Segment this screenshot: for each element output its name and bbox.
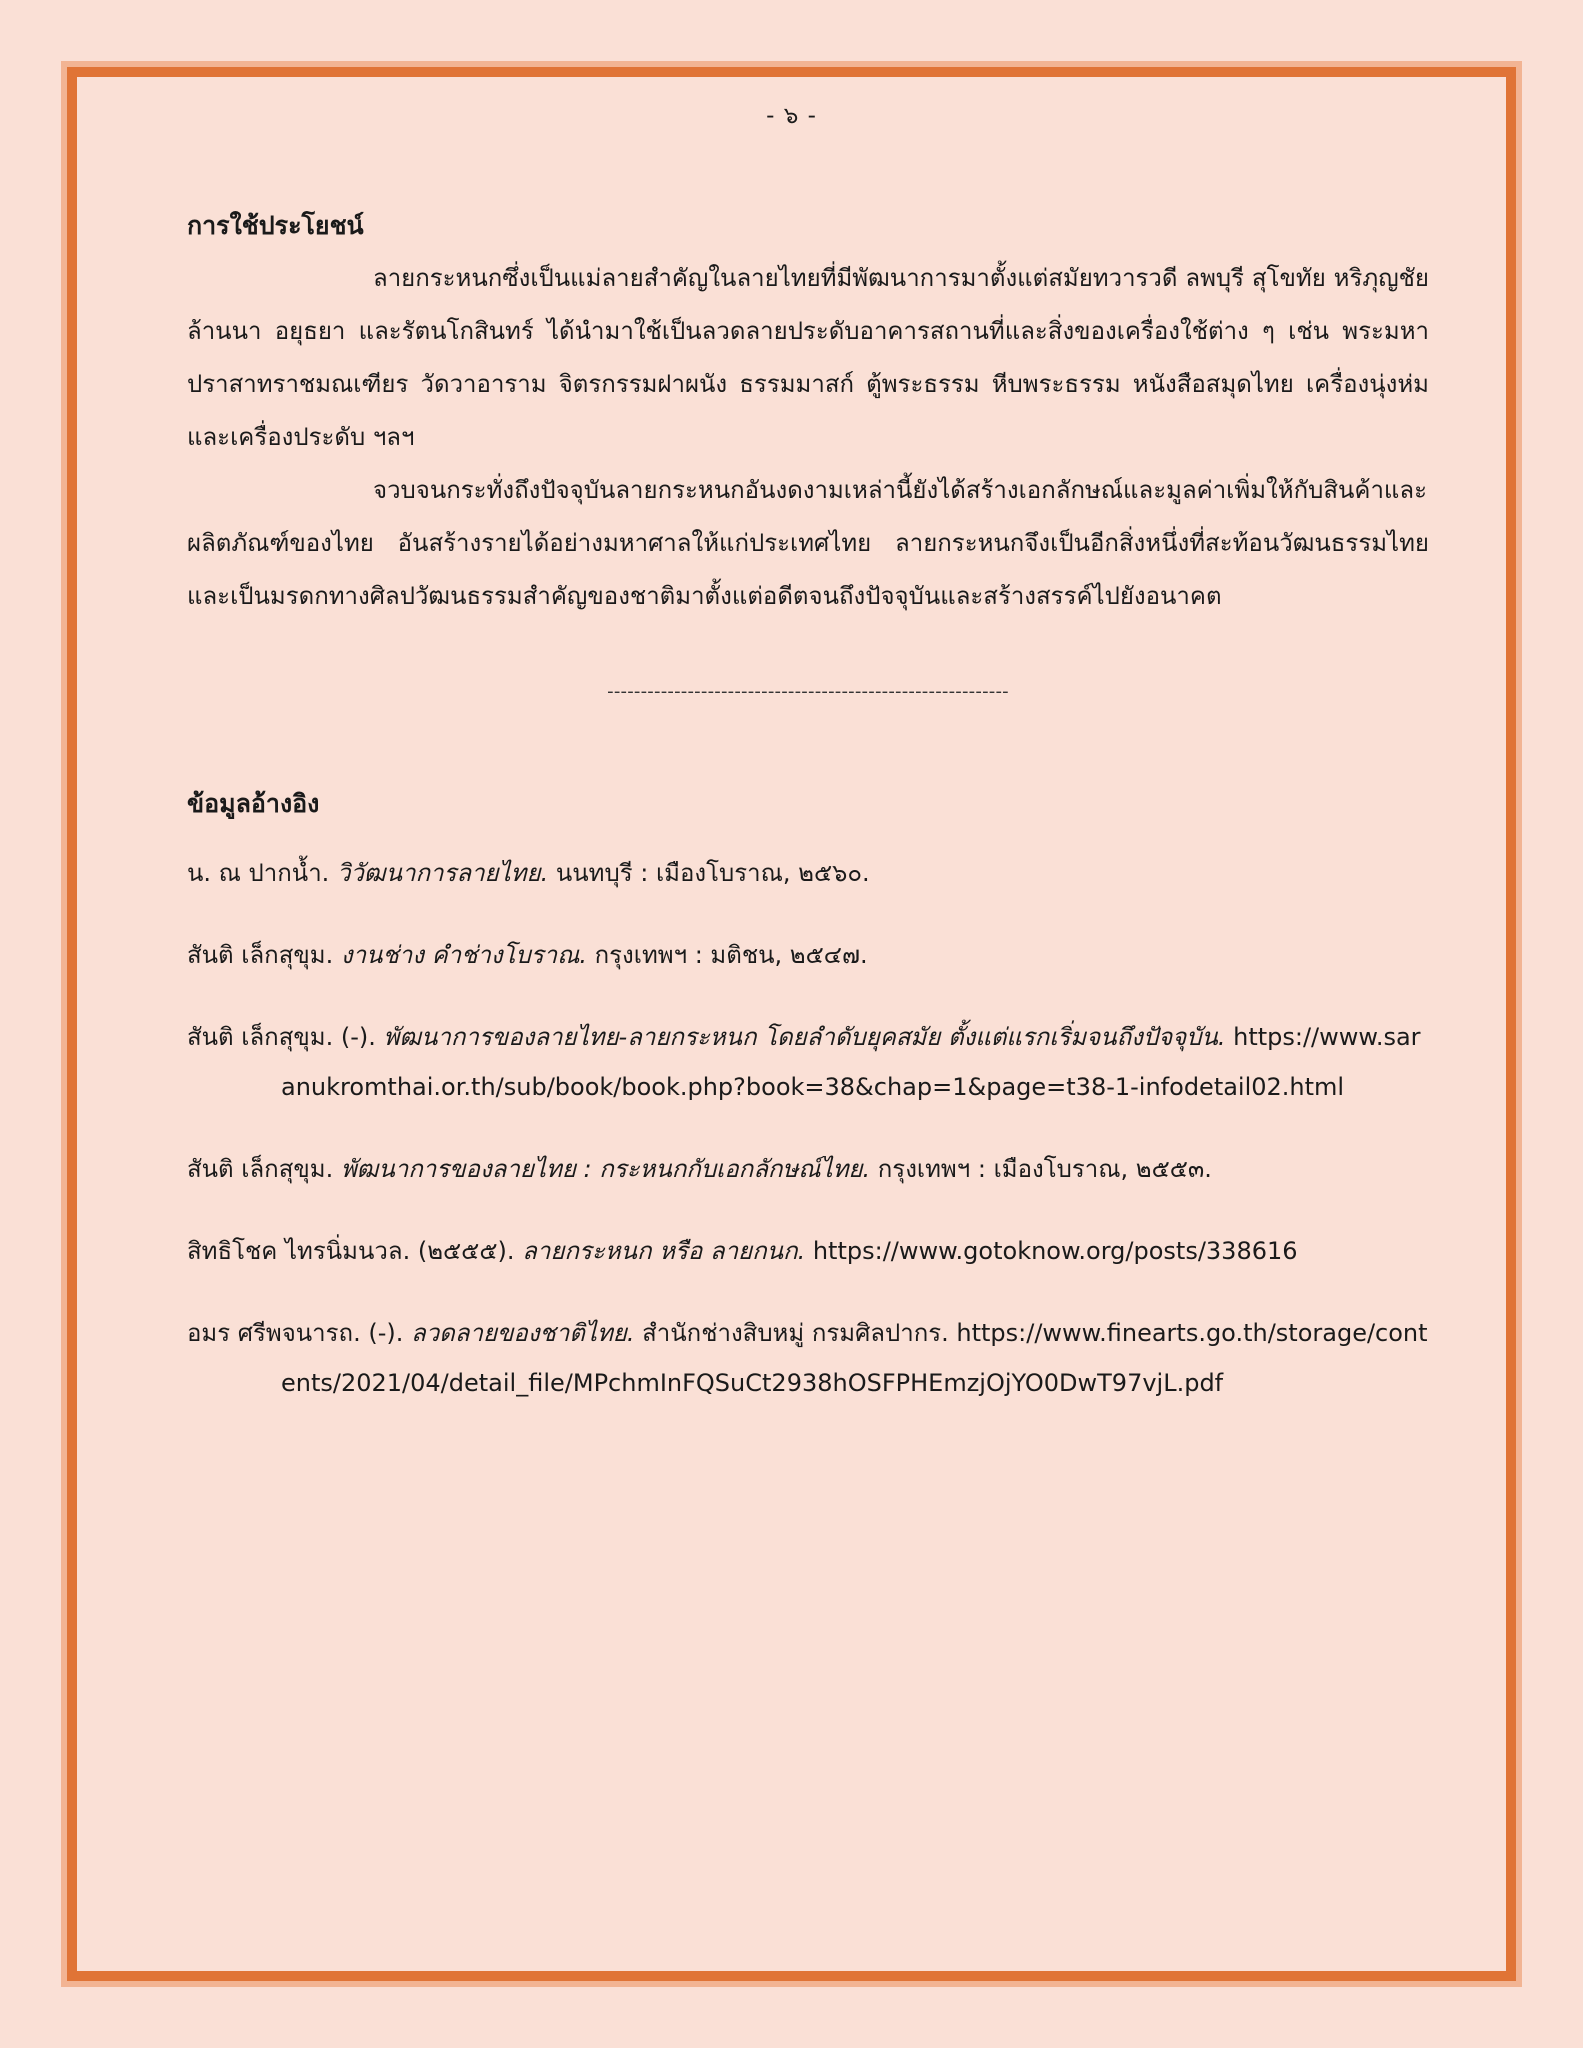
reference-author: สันติ เล็กสุขุม. [187, 941, 334, 969]
reference-item [187, 1226, 1429, 1276]
reference-item [187, 848, 1429, 898]
reference-author: สันติ เล็กสุขุม. (-). [187, 1023, 376, 1051]
reference-title: พัฒนาการของลายไทย : กระหนกกับเอกลักษณ์ไทย. [340, 1155, 871, 1183]
reference-author: น. ณ ปากน้ำ. [187, 859, 330, 887]
paragraph: จวบจนกระทั่งถึงปัจจุบันลายกระหนกอันงดงามเหล่านี้ยังได้สร้างเอกลักษณ์และมูลค่าเพิ่มให้กับสินค้าและผลิตภัณฑ์ของไทย อันสร้างรายได้อย่างมหาศาลให้แก่ประเทศไทย ลายกระหนกจึงเป็นอีกสิ่งหนึ่งที่สะท้อนวัฒนธรรมไทยและเป็นมรดกทางศิลปวัฒนธรรมสำคัญของชาติมาตั้งแต่อดีตจนถึงปัจจุบันและสร้างสรรค์ไปยังอนาคต [187, 476, 1429, 610]
references-heading: ข้อมูลอ้างอิง [187, 789, 320, 818]
reference-title: วิวัฒนาการลายไทย. [336, 859, 549, 887]
reference-title: ลายกระหนก หรือ ลายกนก. [522, 1237, 806, 1265]
reference-item [187, 930, 1429, 980]
reference-list [187, 848, 1429, 1408]
reference-url-link[interactable]: https://www.gotoknow.org/posts/338616 [812, 1237, 1298, 1265]
reference-url-link[interactable]: สำนักช่างสิบหมู่ กรมศิลปากร. https://www.finearts.go.th/storage/contents/2021/04/detail_file/MPchmInFQSuCt2938hOSFPHEmzjOjYO0DwT97vjL.pdf [281, 1319, 1428, 1397]
reference-author: อมร ศรีพจนารถ. (-). [187, 1319, 404, 1347]
section-heading: การใช้ประโยชน์ [187, 211, 364, 240]
document-content [187, 200, 1429, 1440]
reference-item [187, 1308, 1429, 1408]
reference-item [187, 1012, 1429, 1112]
reference-publisher: นนทบุรี : เมืองโบราณ, ๒๕๖๐. [555, 859, 870, 887]
reference-author: สันติ เล็กสุขุม. [187, 1155, 334, 1183]
page-number: - ๖ - [766, 103, 817, 129]
reference-title: งานช่าง คำช่างโบราณ. [340, 941, 587, 969]
reference-publisher: กรุงเทพฯ : มติชน, ๒๕๔๗. [594, 941, 868, 969]
paragraph: ลายกระหนกซึ่งเป็นแม่ลายสำคัญในลายไทยที่มีพัฒนาการมาตั้งแต่สมัยทวารวดี ลพบุรี สุโขทัย หริภุญชัย ล้านนา อยุธยา และรัตนโกสินทร์ ได้นำมาใช้เป็นลวดลายประดับอาคารสถานที่และสิ่งของเครื่องใช้ต่าง ๆ เช่น พระมหาปราสาทราชมณเฑียร วัดวาอาราม จิตรกรรมฝาผนัง ธรรมมาสก์ ตู้พระธรรม หีบพระธรรม หนังสือสมุดไทย เครื่องนุ่งห่ม และเครื่องประดับ ฯลฯ [187, 264, 1429, 451]
reference-title: พัฒนาการของลายไทย-ลายกระหนก โดยลำดับยุคสมัย ตั้งแต่แรกเริ่มจนถึงปัจจุบัน. [383, 1023, 1226, 1051]
reference-url-link[interactable]: https://www.saranukromthai.or.th/sub/book/book.php?book=38&chap=1&page=t38-1-infodetail02.html [281, 1023, 1421, 1101]
reference-item [187, 1144, 1429, 1194]
reference-author: สิทธิโชค ไทรนิ่มนวล. (๒๕๕๕). [187, 1237, 515, 1265]
reference-title: ลวดลายของชาติไทย. [410, 1319, 635, 1347]
reference-publisher: กรุงเทพฯ : เมืองโบราณ, ๒๕๕๓. [877, 1155, 1212, 1183]
divider: ------------------------------------------------------------ [607, 681, 1009, 702]
